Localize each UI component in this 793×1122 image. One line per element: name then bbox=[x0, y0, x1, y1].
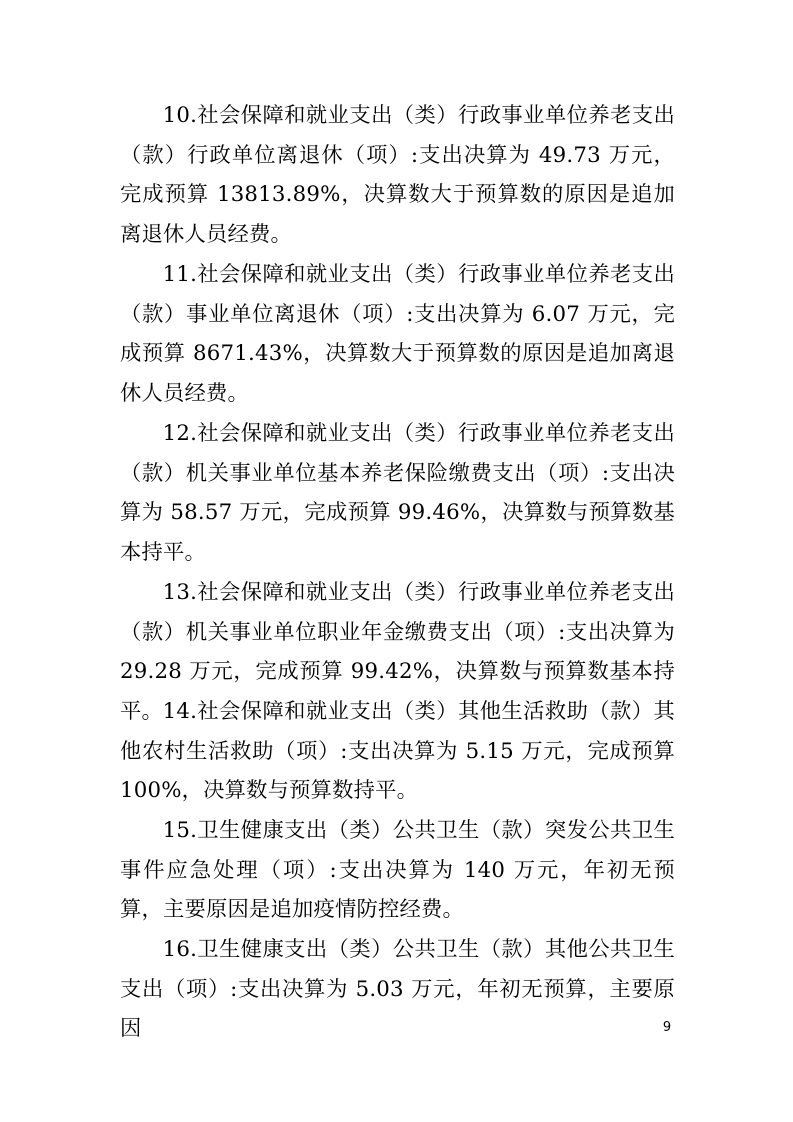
page-number: 9 bbox=[662, 1020, 672, 1035]
paragraph-item-12: 12.社会保障和就业支出（类）行政事业单位养老支出（款）机关事业单位基本养老保险缴费支出（项）:支出决算为 58.57 万元，完成预算 99.46%，决算数与预算数基本持平。 bbox=[120, 421, 675, 565]
paragraph-item-14: 14.社会保障和就业支出（类）其他生活救助（款）其他农村生活救助（项）:支出决算为 5.15 万元，完成预算100%，决算数与预算数持平。 bbox=[120, 699, 675, 803]
paragraph-item-15: 15.卫生健康支出（类）公共卫生（款）突发公共卫生事件应急处理（项）:支出决算为 140 万元，年初无预算，主要原因是追加疫情防控经费。 bbox=[120, 818, 675, 922]
paragraph-item-11: 11.社会保障和就业支出（类）行政事业单位养老支出（款）事业单位离退休（项）:支出决算为 6.07 万元，完成预算 8671.43%，决算数大于预算数的原因是追加离退休人员经费。 bbox=[120, 262, 675, 406]
paragraph-item-10: 10.社会保障和就业支出（类）行政事业单位养老支出（款）行政单位离退休（项）:支出决算为 49.73 万元，完成预算 13813.89%，决算数大于预算数的原因是追加离退休人员经费。 bbox=[120, 103, 675, 247]
paragraph-item-13: 13.社会保障和就业支出（类）行政事业单位养老支出（款）机关事业单位职业年金缴费支出（项）:支出决算为29.28 万元，完成预算 99.42%，决算数与预算数基本持平。 bbox=[120, 580, 675, 724]
paragraph-item-16: 16.卫生健康支出（类）公共卫生（款）其他公共卫生支出（项）:支出决算为 5.03 万元，年初无预算，主要原因 bbox=[120, 937, 675, 1041]
